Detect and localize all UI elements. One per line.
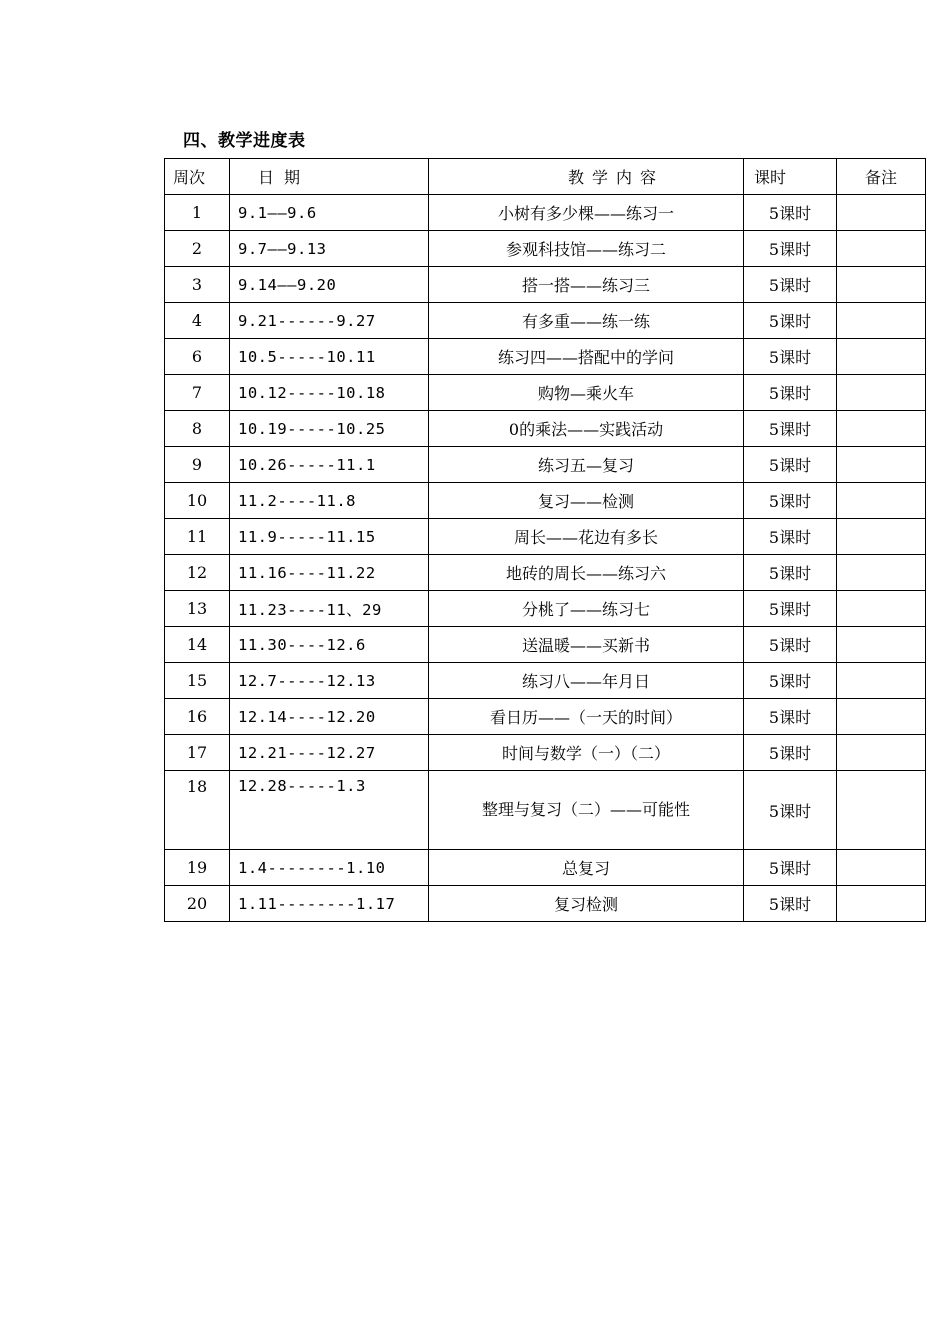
cell-note (837, 735, 926, 771)
cell-week: 12 (165, 555, 230, 591)
section-title: 四、教学进度表 (183, 131, 306, 151)
cell-hours: 5课时 (744, 771, 837, 850)
table-row (165, 411, 926, 447)
table-row (165, 850, 926, 886)
cell-hours: 5课时 (744, 411, 837, 447)
header-note: 备注 (837, 159, 926, 195)
cell-week: 7 (165, 375, 230, 411)
cell-note (837, 886, 926, 922)
cell-date: 10.26-----11.1 (230, 447, 429, 483)
cell-content: 复习检测 (429, 886, 744, 922)
cell-hours: 5课时 (744, 483, 837, 519)
cell-note (837, 850, 926, 886)
cell-date: 10.12-----10.18 (230, 375, 429, 411)
cell-content: 练习五—复习 (429, 447, 744, 483)
cell-content: 地砖的周长——练习六 (429, 555, 744, 591)
table-row (165, 375, 926, 411)
table-row (165, 555, 926, 591)
cell-content: 小树有多少棵——练习一 (429, 195, 744, 231)
cell-content: 看日历——（一天的时间） (429, 699, 744, 735)
cell-note (837, 195, 926, 231)
cell-week: 14 (165, 627, 230, 663)
cell-note (837, 375, 926, 411)
cell-date: 11.30----12.6 (230, 627, 429, 663)
cell-date: 9.21------9.27 (230, 303, 429, 339)
table-row (165, 447, 926, 483)
cell-week: 19 (165, 850, 230, 886)
cell-content: 分桃了——练习七 (429, 591, 744, 627)
table-row (165, 519, 926, 555)
cell-hours: 5课时 (744, 267, 837, 303)
cell-week: 16 (165, 699, 230, 735)
table-row (165, 339, 926, 375)
cell-content: 参观科技馆——练习二 (429, 231, 744, 267)
cell-note (837, 483, 926, 519)
cell-content: 练习八——年月日 (429, 663, 744, 699)
cell-note (837, 303, 926, 339)
cell-date: 11.2----11.8 (230, 483, 429, 519)
cell-week: 20 (165, 886, 230, 922)
cell-content: 复习——检测 (429, 483, 744, 519)
cell-content: 送温暖——买新书 (429, 627, 744, 663)
table-row (165, 303, 926, 339)
header-date: 日期 (230, 159, 429, 195)
cell-date: 10.5-----10.11 (230, 339, 429, 375)
cell-content: 0的乘法——实践活动 (429, 411, 744, 447)
cell-date: 11.23----11、29 (230, 591, 429, 627)
cell-week: 15 (165, 663, 230, 699)
cell-hours: 5课时 (744, 339, 837, 375)
cell-date: 10.19-----10.25 (230, 411, 429, 447)
cell-note (837, 519, 926, 555)
cell-note (837, 663, 926, 699)
table-row (165, 663, 926, 699)
cell-date: 11.16----11.22 (230, 555, 429, 591)
table-row (165, 699, 926, 735)
cell-week: 10 (165, 483, 230, 519)
cell-week: 9 (165, 447, 230, 483)
header-content: 教学内容 (429, 159, 744, 195)
cell-hours: 5课时 (744, 375, 837, 411)
table-row (165, 195, 926, 231)
cell-hours: 5课时 (744, 735, 837, 771)
cell-hours: 5课时 (744, 519, 837, 555)
cell-note (837, 591, 926, 627)
cell-week: 1 (165, 195, 230, 231)
cell-week: 17 (165, 735, 230, 771)
cell-week: 18 (165, 771, 230, 850)
cell-date: 9.14——9.20 (230, 267, 429, 303)
cell-date: 12.28-----1.3 (230, 771, 429, 850)
cell-content: 有多重——练一练 (429, 303, 744, 339)
cell-content: 整理与复习（二）——可能性 (429, 771, 744, 850)
cell-hours: 5课时 (744, 447, 837, 483)
cell-date: 1.11--------1.17 (230, 886, 429, 922)
cell-hours: 5课时 (744, 555, 837, 591)
table-row (165, 483, 926, 519)
cell-hours: 5课时 (744, 195, 837, 231)
cell-content: 购物—乘火车 (429, 375, 744, 411)
cell-note (837, 411, 926, 447)
cell-date: 12.21----12.27 (230, 735, 429, 771)
cell-date: 12.14----12.20 (230, 699, 429, 735)
table-row (165, 771, 926, 850)
cell-week: 13 (165, 591, 230, 627)
header-hours: 课时 (744, 159, 837, 195)
cell-hours: 5课时 (744, 699, 837, 735)
cell-week: 3 (165, 267, 230, 303)
cell-date: 9.7——9.13 (230, 231, 429, 267)
cell-date: 12.7-----12.13 (230, 663, 429, 699)
cell-note (837, 231, 926, 267)
cell-content: 总复习 (429, 850, 744, 886)
cell-note (837, 555, 926, 591)
table-row (165, 591, 926, 627)
cell-week: 6 (165, 339, 230, 375)
cell-content: 搭一搭——练习三 (429, 267, 744, 303)
table-header-row (165, 159, 926, 195)
cell-note (837, 627, 926, 663)
cell-note (837, 771, 926, 850)
cell-hours: 5课时 (744, 886, 837, 922)
cell-date: 9.1——9.6 (230, 195, 429, 231)
table-body (165, 195, 926, 922)
cell-content: 周长——花边有多长 (429, 519, 744, 555)
cell-hours: 5课时 (744, 231, 837, 267)
schedule-table (164, 158, 926, 922)
cell-week: 4 (165, 303, 230, 339)
header-week: 周次 (165, 159, 230, 195)
table-row (165, 267, 926, 303)
cell-hours: 5课时 (744, 850, 837, 886)
cell-date: 1.4--------1.10 (230, 850, 429, 886)
cell-note (837, 267, 926, 303)
cell-note (837, 699, 926, 735)
cell-hours: 5课时 (744, 627, 837, 663)
cell-hours: 5课时 (744, 663, 837, 699)
table-row (165, 231, 926, 267)
cell-week: 8 (165, 411, 230, 447)
cell-week: 2 (165, 231, 230, 267)
table-row (165, 886, 926, 922)
table-row (165, 735, 926, 771)
cell-content: 时间与数学（一）（二） (429, 735, 744, 771)
cell-note (837, 339, 926, 375)
cell-content: 练习四——搭配中的学问 (429, 339, 744, 375)
cell-week: 11 (165, 519, 230, 555)
cell-hours: 5课时 (744, 591, 837, 627)
cell-hours: 5课时 (744, 303, 837, 339)
table-row (165, 627, 926, 663)
cell-note (837, 447, 926, 483)
cell-date: 11.9-----11.15 (230, 519, 429, 555)
